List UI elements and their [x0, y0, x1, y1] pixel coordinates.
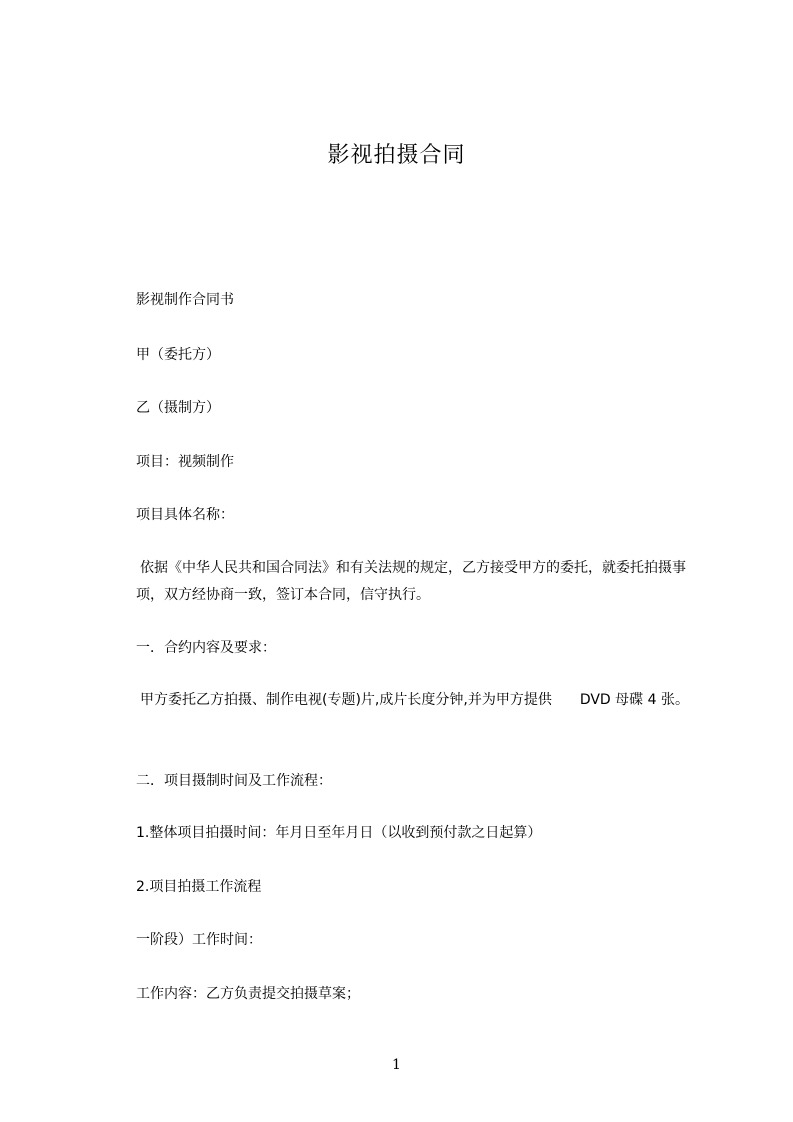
paragraph-preamble: 依据《中华人民共和国合同法》和有关法规的规定，乙方接受甲方的委托，就委托拍摄事项，双方经协商一致，签订本合同，信守执行。 [136, 560, 686, 603]
paragraph-subtitle: 影视制作合同书 [136, 292, 234, 308]
paragraph-content-requirements: 甲方委托乙方拍摄、制作电视(专题)片,成片长度分钟,并为甲方提供 DVD 母碟 4 张。 [140, 692, 689, 708]
paragraph-workflow: 2.项目拍摄工作流程 [136, 879, 262, 895]
paragraph-party-b: 乙（摄制方） [136, 400, 220, 416]
paragraph-stage-one: 一阶段）工作时间： [136, 932, 262, 948]
section-heading-1: 一．合约内容及要求： [136, 640, 276, 656]
paragraph-shooting-time: 1.整体项目拍摄时间：年月日至年月日（以收到预付款之日起算） [136, 825, 542, 841]
paragraph-party-a: 甲（委托方） [136, 347, 220, 363]
paragraph-work-content: 工作内容：乙方负责提交拍摄草案； [136, 986, 360, 1002]
section-heading-2: 二．项目摄制时间及工作流程： [136, 773, 332, 789]
document-title: 影视拍摄合同 [327, 143, 466, 168]
paragraph-project-name: 项目具体名称： [136, 507, 234, 523]
page-number: 1 [392, 1057, 401, 1073]
paragraph-project: 项目：视频制作 [136, 454, 234, 470]
